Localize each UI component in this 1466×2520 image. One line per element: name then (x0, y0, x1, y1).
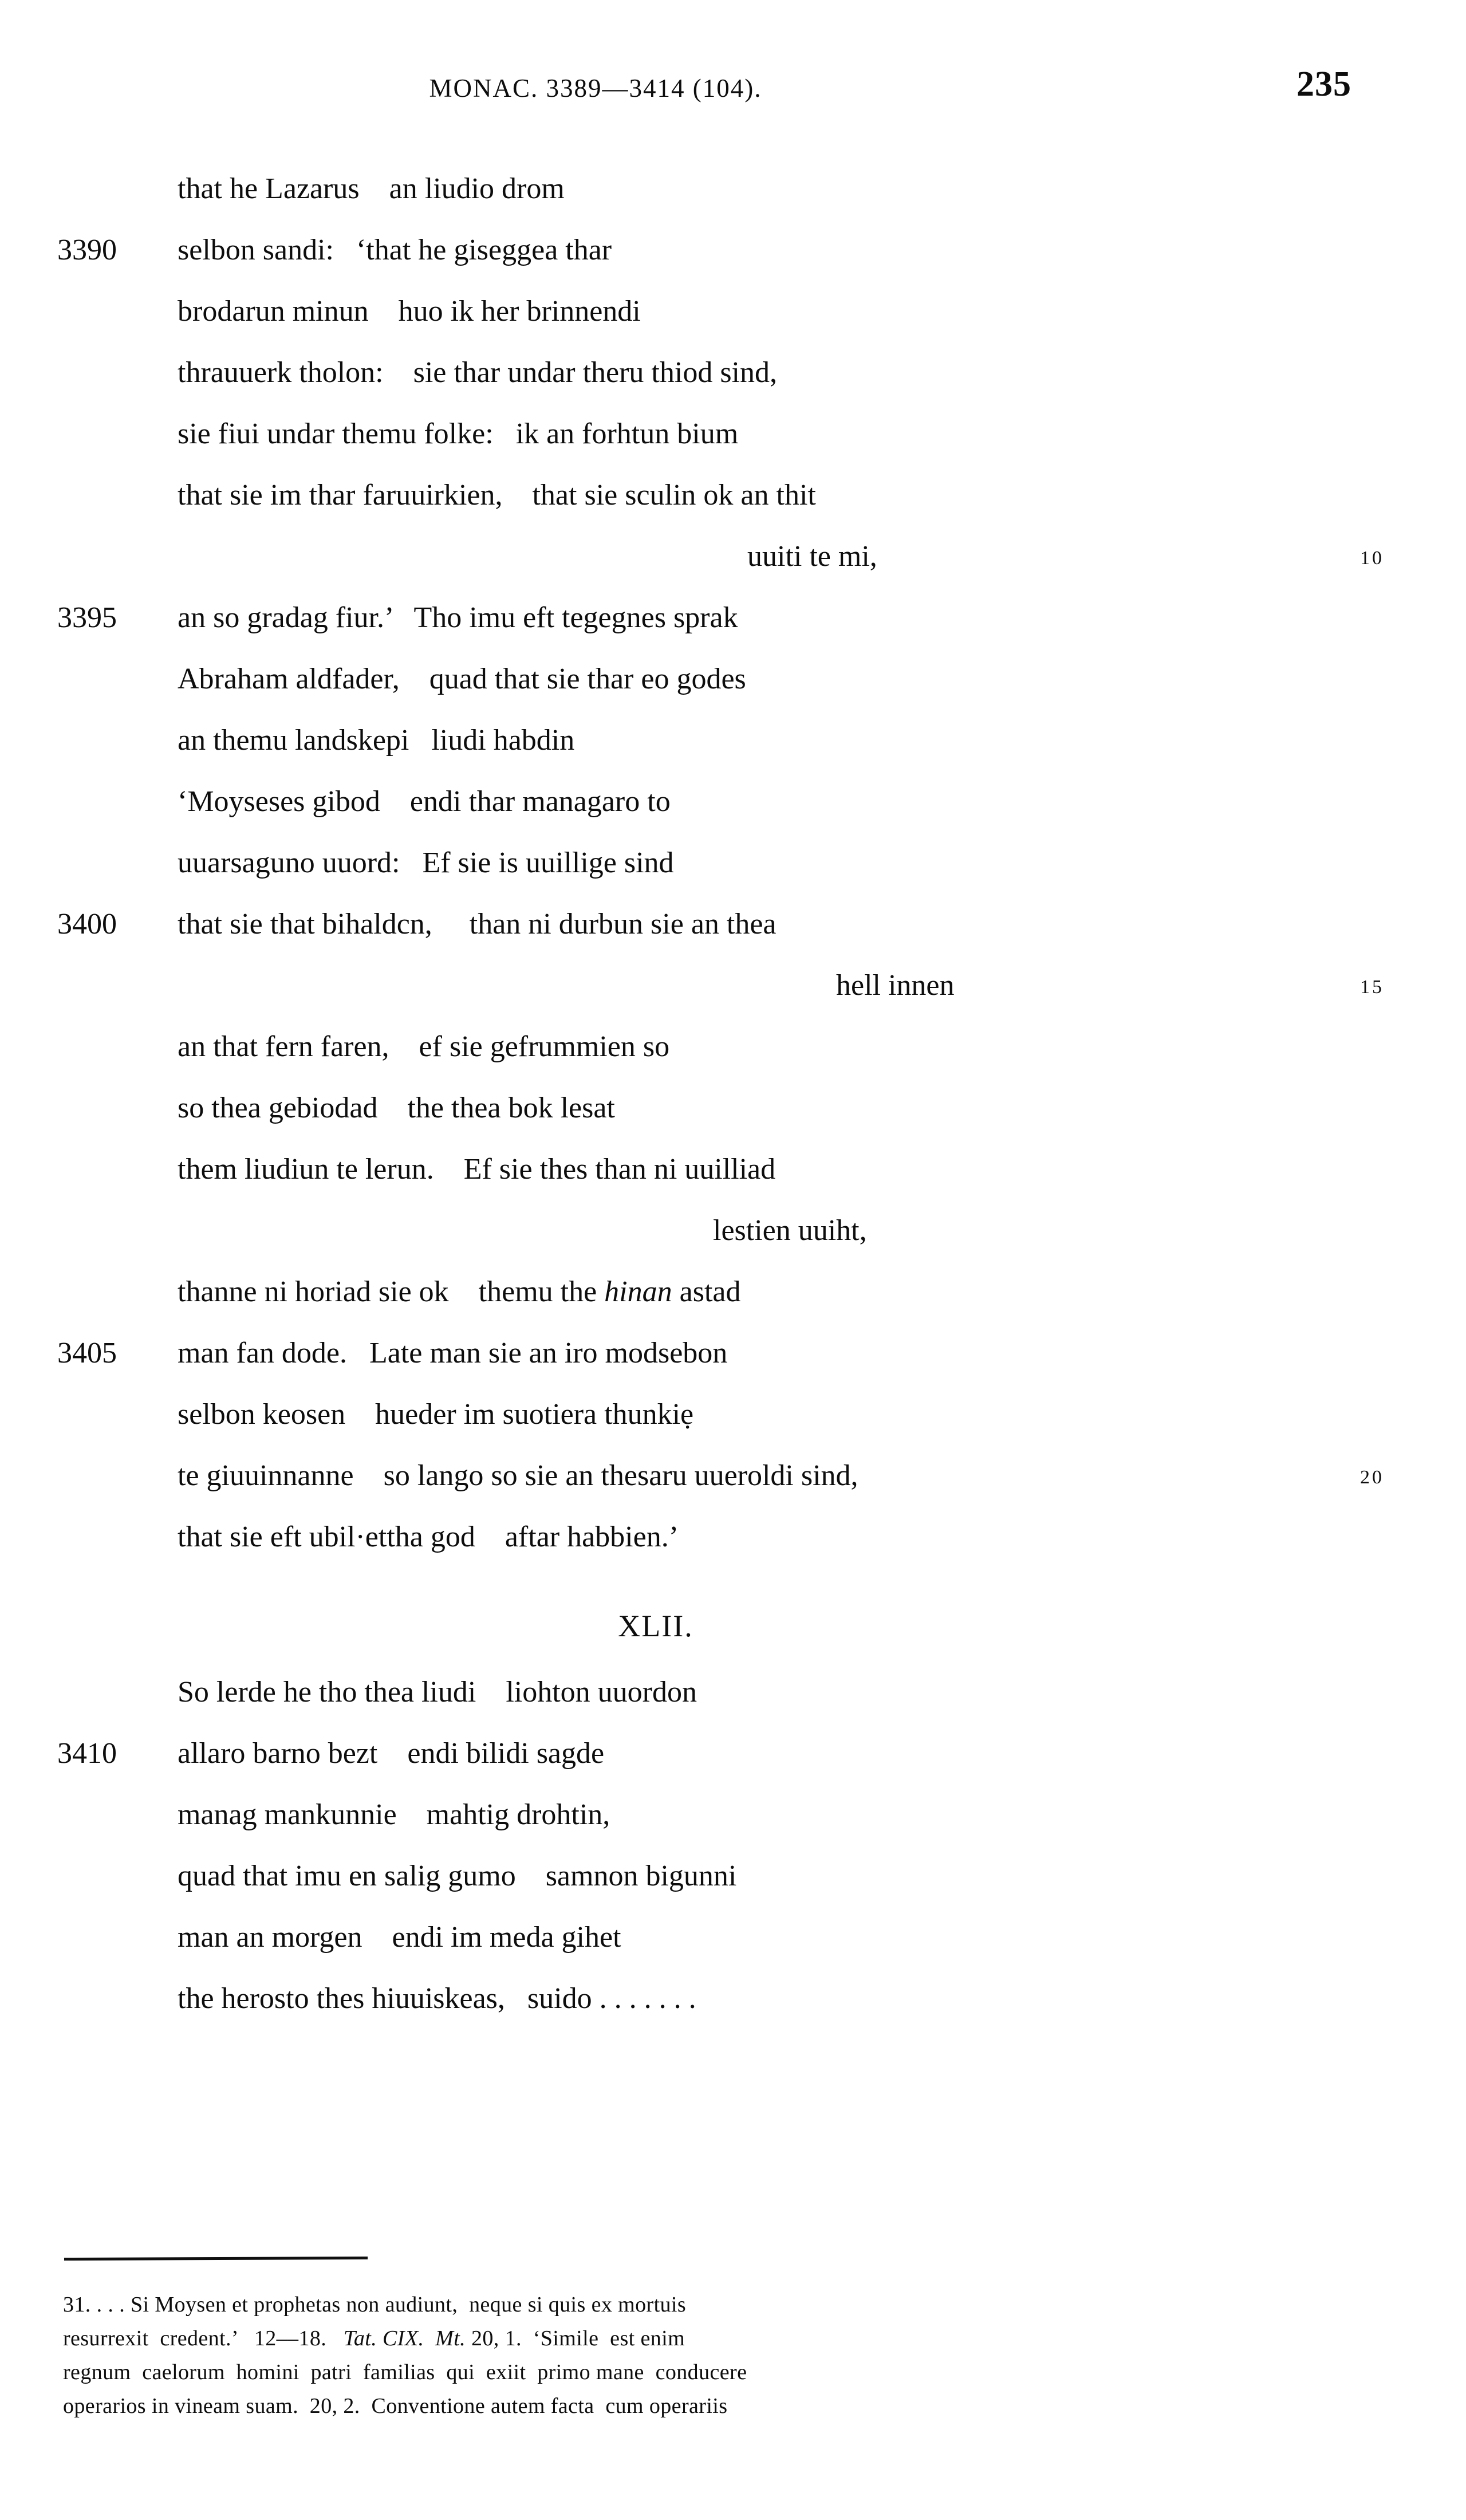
verse-line (0, 1091, 1466, 1152)
verse-line-text: selbon keosen hueder im suotiera thunkiẹ (178, 1398, 694, 1431)
marginal-line-number: 10 (1360, 548, 1384, 569)
verse-line-text: them liudiun te lerun. Ef sie thes than ni uuilliad (178, 1153, 776, 1186)
verse-line-number: 3400 (57, 908, 117, 940)
verse-line (0, 356, 1466, 417)
verse-line-text: Abraham aldfader, quad that sie thar eo godes (178, 663, 746, 695)
verse-line-number: 3390 (57, 234, 117, 266)
verse-line-text: uuiti te mi, (747, 540, 877, 573)
verse-line-text: man an morgen endi im meda gihet (178, 1921, 621, 1954)
verse-italic-word: hinan (604, 1275, 672, 1308)
verse-line (0, 1982, 1466, 2043)
verse-line-text: that sie that bihaldcn, than ni durbun sie an thea (178, 908, 777, 940)
verse-line (0, 1798, 1466, 1859)
verse-line-text: sie fiui undar themu folke: ik an forhtun bium (178, 418, 739, 450)
verse-line-text: thanne ni horiad sie ok themu the hinan astad (178, 1275, 741, 1308)
verse-line-text: So lerde he tho thea liudi liohton uuordon (178, 1676, 697, 1708)
verse-line-number: 3395 (57, 601, 117, 634)
verse-line (0, 1336, 1466, 1397)
verse-line-number: 3405 (57, 1337, 117, 1369)
verse-line (0, 478, 1466, 540)
footnote-line: regnum caelorum homini patri familias qui exiit primo mane conducere (63, 2360, 747, 2384)
verse-line-text: that sie im thar faruuirkien, that sie sculin ok an thit (178, 479, 816, 511)
footnote-divider-rule (64, 2257, 368, 2261)
verse-line (0, 1520, 1466, 1581)
verse-line-text: lestien uuiht, (713, 1214, 867, 1247)
verse-line (0, 1737, 1466, 1798)
verse-block-secondary (0, 1675, 1466, 2043)
verse-line (0, 233, 1466, 294)
verse-line-text: an that fern faren, ef sie gefrummien so (178, 1030, 670, 1063)
verse-line (0, 662, 1466, 723)
verse-line (0, 1920, 1466, 1982)
verse-line (0, 785, 1466, 846)
verse-line-text: quad that imu en salig gumo samnon bigunni (178, 1860, 737, 1892)
verse-line (0, 601, 1466, 662)
verse-line-text: that he Lazarus an liudio drom (178, 172, 565, 205)
verse-line (0, 172, 1466, 233)
verse-line-text: uuarsaguno uuord: Ef sie is uuillige sind (178, 846, 674, 879)
verse-line-number: 3410 (57, 1737, 117, 1770)
verse-line-text: allaro barno bezt endi bilidi sagde (178, 1737, 605, 1770)
verse-line-text: ‘Moyseses gibod endi thar managaro to (178, 785, 671, 818)
verse-line (0, 1459, 1466, 1520)
verse-line (0, 846, 1466, 907)
verse-line (0, 1214, 1466, 1275)
running-head (0, 65, 1466, 113)
verse-line (0, 294, 1466, 356)
marginal-line-number: 20 (1360, 1467, 1384, 1488)
verse-line (0, 1152, 1466, 1214)
verse-line-text: an so gradag fiur.’ Tho imu eft tegegnes sprak (178, 601, 738, 634)
marginal-line-number: 15 (1360, 976, 1384, 998)
footnote-citation-italic: Tat. CIX. (343, 2326, 424, 2350)
verse-line (0, 968, 1466, 1030)
verse-line (0, 1275, 1466, 1336)
footnote-line: operarios in vineam suam. 20, 2. Conventione autem facta cum operariis (63, 2394, 728, 2418)
verse-line-text: so thea gebiodad the thea bok lesat (178, 1092, 615, 1124)
verse-line-text: man fan dode. Late man sie an iro modsebon (178, 1337, 728, 1369)
footnote-text (424, 2326, 435, 2350)
verse-line-text: selbon sandi: ‘that he giseggea thar (178, 234, 612, 266)
verse-line (0, 540, 1466, 601)
footnote-block (63, 2288, 1409, 2423)
verse-line (0, 907, 1466, 968)
verse-block-primary (0, 172, 1466, 1581)
running-head-title: MONAC. 3389—3414 (104). (429, 74, 762, 103)
verse-line (0, 417, 1466, 478)
verse-line-text: hell innen (836, 969, 955, 1002)
footnote-line (63, 2322, 1409, 2356)
page-number: 235 (1296, 65, 1351, 104)
verse-line (0, 1675, 1466, 1737)
footnote-text: resurrexit credent.’ 12––18. (63, 2326, 344, 2350)
section-heading: XLII. (618, 1609, 693, 1643)
footnote-citation-italic: Mt. (435, 2326, 466, 2350)
verse-line-text: an themu landskepi liudi habdin (178, 724, 575, 757)
verse-line-text: that sie eft ubil·ettha god aftar habbien.’ (178, 1521, 679, 1553)
footnote-line: 31. . . . Si Moysen et prophetas non audiunt, neque si quis ex mortuis (63, 2293, 687, 2317)
verse-line-text: the herosto thes hiuuiskeas, suido . . . . . . . (178, 1982, 696, 2015)
verse-line-text: manag mankunnie mahtig drohtin, (178, 1798, 610, 1831)
verse-line (0, 1397, 1466, 1459)
verse-line-text: te giuuinnanne so lango so sie an thesaru uueroldi sind, (178, 1459, 858, 1492)
verse-line (0, 1030, 1466, 1091)
verse-line-text: thrauuerk tholon: sie thar undar theru thiod sind, (178, 356, 778, 389)
footnote-text: 20, 1. ‘Simile est enim (466, 2326, 685, 2350)
verse-line (0, 1859, 1466, 1920)
verse-line-text: brodarun minun huo ik her brinnendi (178, 295, 641, 328)
verse-line (0, 723, 1466, 785)
